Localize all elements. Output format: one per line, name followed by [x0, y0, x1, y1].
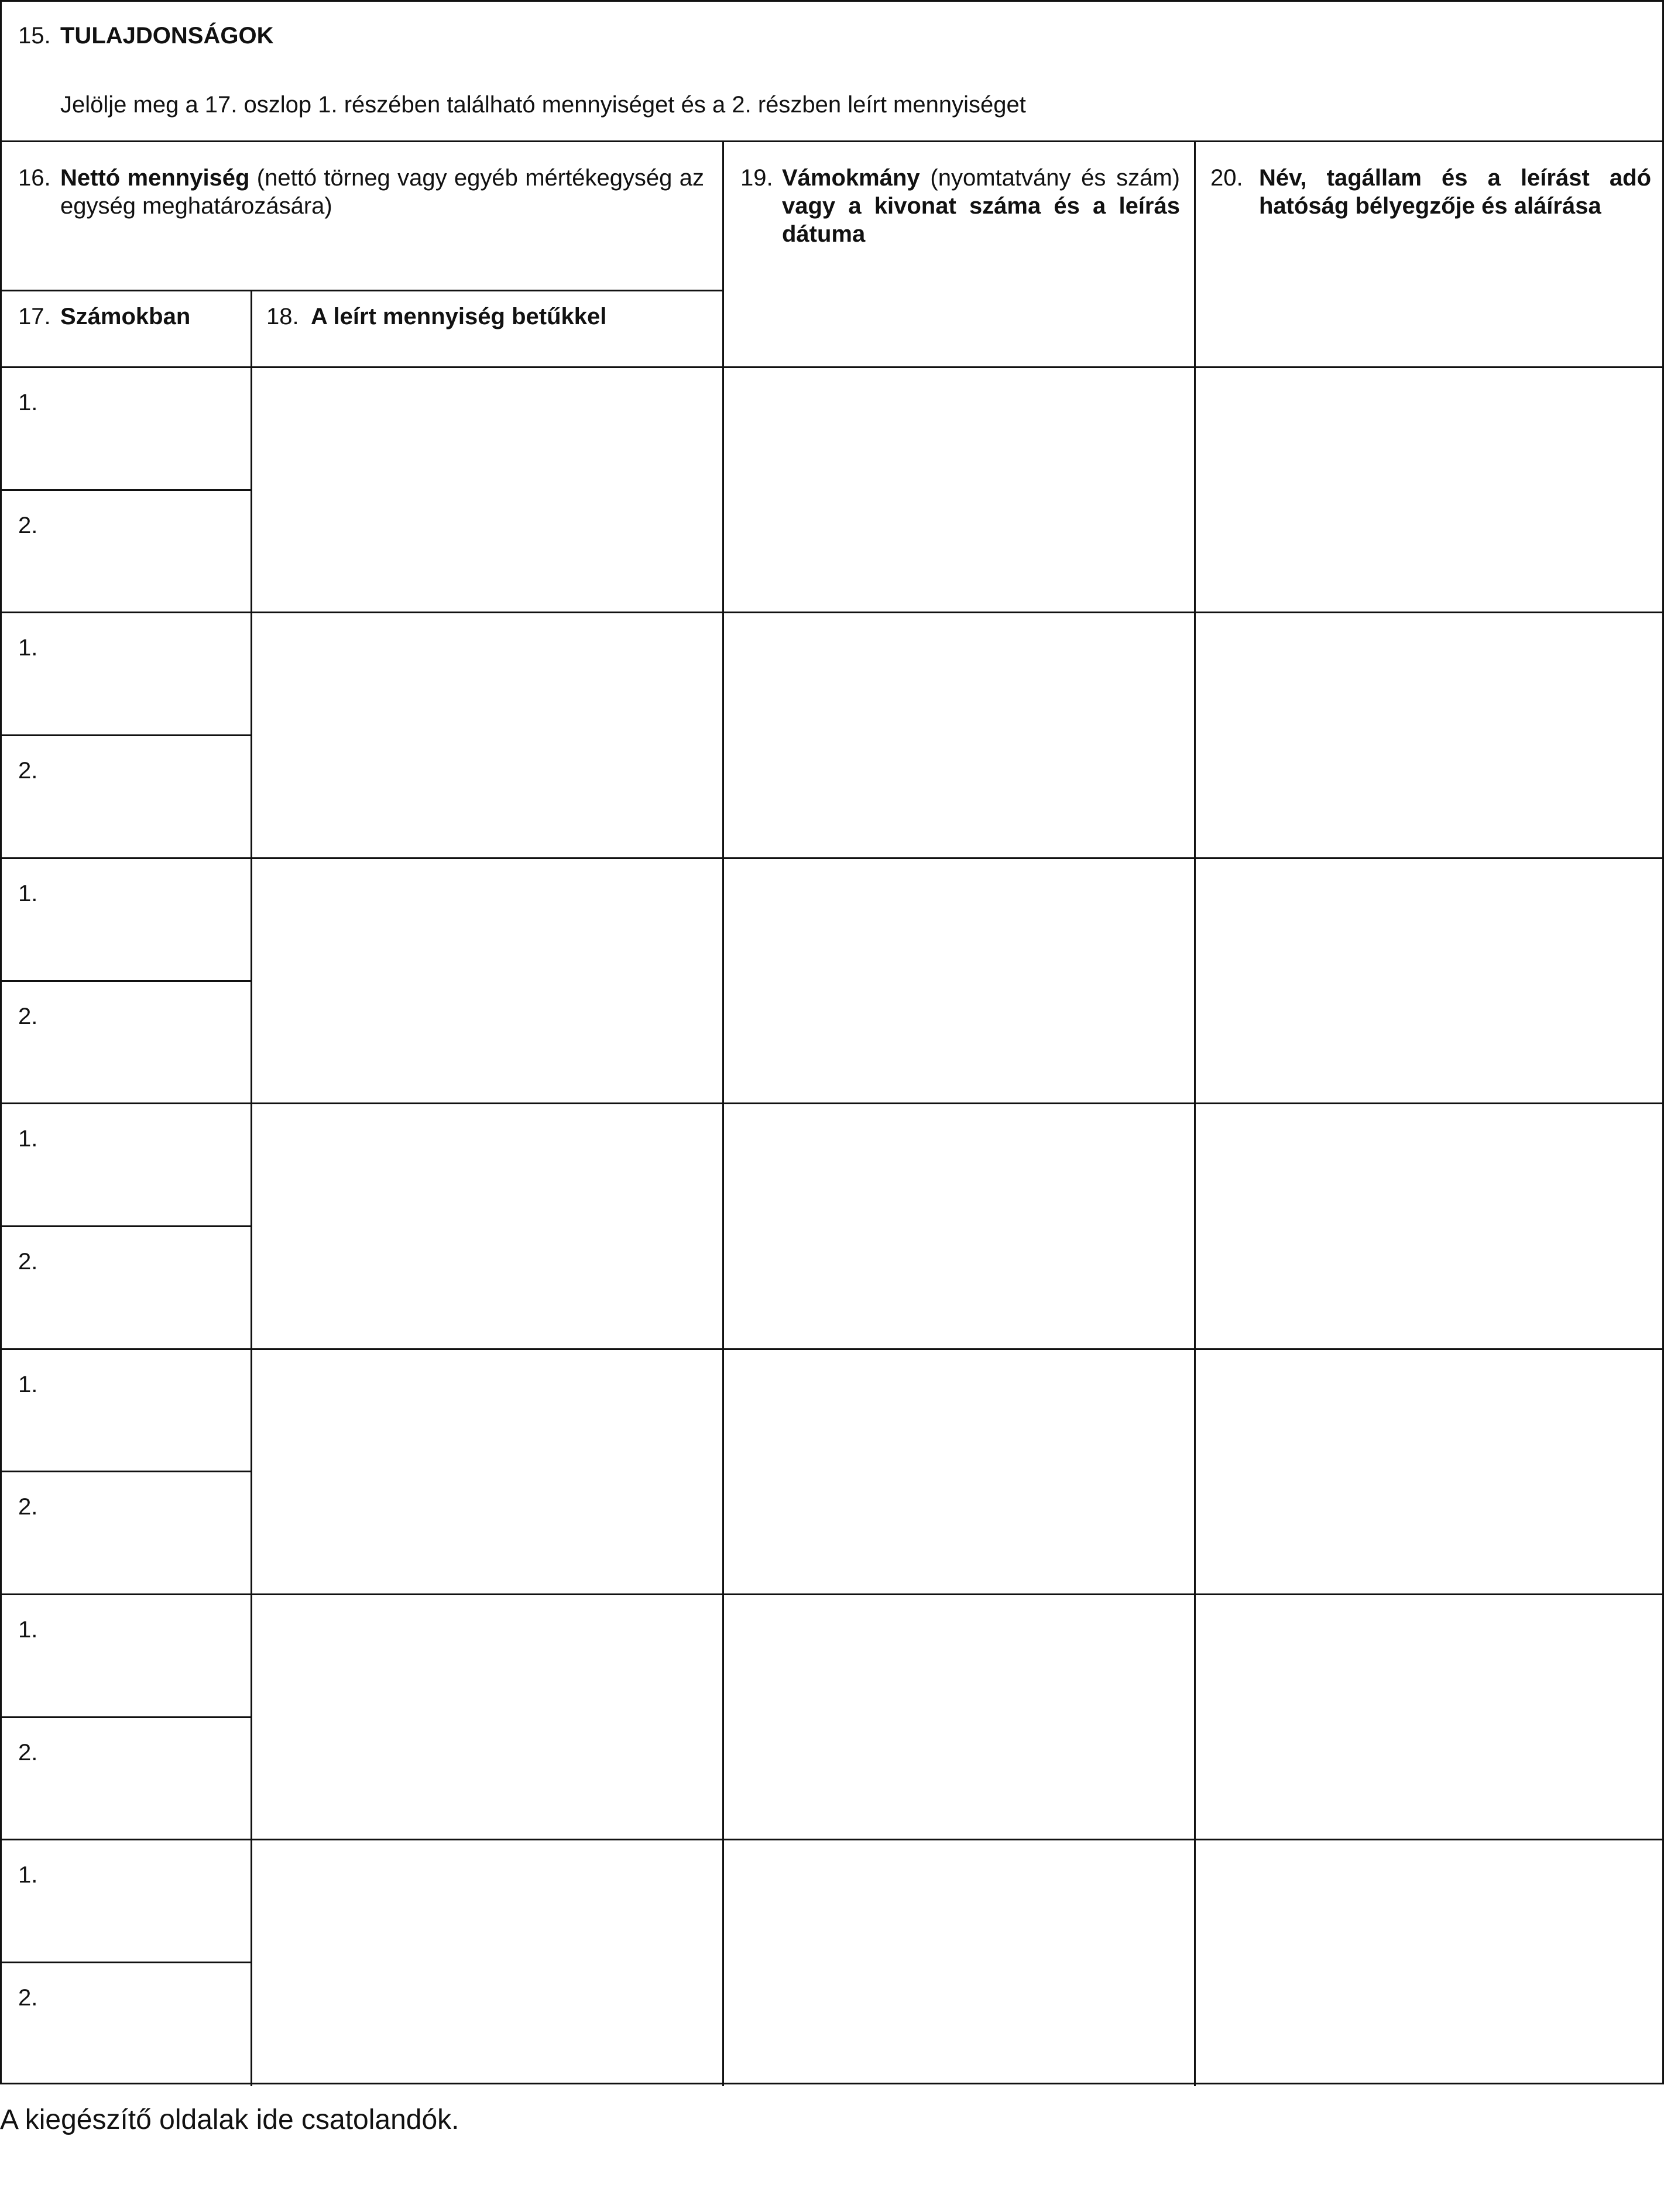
col-19-header [782, 164, 1180, 248]
col-20-title: Név, tagállam és a leírást adó hatóság bélyegzője és aláírása [1259, 165, 1651, 219]
col-18-field[interactable] [252, 857, 722, 1102]
col-17-part-1-field[interactable] [2, 857, 251, 980]
col-20-field[interactable] [1196, 857, 1664, 1102]
col-18-field[interactable] [252, 366, 722, 612]
col-18-field[interactable] [252, 1348, 722, 1593]
col-17-part-2-field[interactable] [2, 734, 251, 857]
col-17-title: Számokban [60, 304, 191, 329]
divider-under-16 [2, 290, 722, 291]
divider-under-15 [2, 140, 1664, 142]
col-17-part-2-field[interactable] [2, 1716, 251, 1839]
col-19-field[interactable] [724, 1839, 1194, 2084]
col-16-header [60, 164, 704, 220]
part-2-label: 2. [18, 1985, 38, 2011]
part-1-label: 1. [18, 1126, 38, 1152]
part-2-label: 2. [18, 513, 38, 538]
part-2-label: 2. [18, 1494, 38, 1520]
col-19-desc: (nyomtatvány és szám) [930, 165, 1180, 191]
col-20-field[interactable] [1196, 1102, 1664, 1348]
section-15-instruction: Jelölje meg a 17. oszlop 1. részében található mennyiséget és a 2. részben leírt mennyiséget [60, 92, 1026, 118]
part-1-label: 1. [18, 1617, 38, 1643]
col-19-number: 19. [740, 165, 773, 191]
col-20-number: 20. [1210, 165, 1243, 191]
col-17-number: 17. [18, 304, 51, 329]
col-18-field[interactable] [252, 1102, 722, 1348]
col-20-field[interactable] [1196, 1593, 1664, 1839]
part-2-label: 2. [18, 1249, 38, 1275]
col-19-title: Vámokmány [782, 165, 920, 191]
col-20-field[interactable] [1196, 612, 1664, 857]
col-16-number: 16. [18, 165, 51, 191]
col-20-field[interactable] [1196, 366, 1664, 612]
col-19-title2: vagy a kivonat száma és a leírás dátuma [782, 193, 1180, 247]
col-18-number: 18. [266, 304, 299, 329]
col-17-part-2-field[interactable] [2, 1225, 251, 1348]
part-1-label: 1. [18, 1372, 38, 1397]
col-17-part-1-field[interactable] [2, 1593, 251, 1716]
col-17-part-2-field[interactable] [2, 489, 251, 612]
col-17-part-1-field[interactable] [2, 612, 251, 734]
col-19-field[interactable] [724, 1348, 1194, 1593]
col-17-part-2-field[interactable] [2, 1471, 251, 1593]
col-16-title: Nettó mennyiség [60, 165, 250, 191]
section-15-number: 15. [18, 23, 51, 49]
col-17-part-1-field[interactable] [2, 1348, 251, 1471]
col-19-field[interactable] [724, 857, 1194, 1102]
col-20-field[interactable] [1196, 1839, 1664, 2084]
col-18-title: A leírt mennyiség betűkkel [311, 304, 607, 329]
section-15-title: TULAJDONSÁGOK [60, 23, 274, 49]
col-20-field[interactable] [1196, 1348, 1664, 1593]
col-19-field[interactable] [724, 366, 1194, 612]
col-18-field[interactable] [252, 1593, 722, 1839]
col-18-field[interactable] [252, 1839, 722, 2084]
part-1-label: 1. [18, 1862, 38, 1888]
col-19-field[interactable] [724, 1593, 1194, 1839]
col-19-field[interactable] [724, 1102, 1194, 1348]
part-1-label: 1. [18, 390, 38, 415]
col-17-part-2-field[interactable] [2, 1962, 251, 2084]
col-17-part-1-field[interactable] [2, 1102, 251, 1225]
col-19-field[interactable] [724, 612, 1194, 857]
part-2-label: 2. [18, 1740, 38, 1766]
part-1-label: 1. [18, 635, 38, 661]
footer-note: A kiegészítő oldalak ide csatolandók. [0, 2104, 459, 2135]
col-16-desc: (nettó törneg vagy egyéb mértékegység az egység meghatározására) [60, 165, 704, 219]
part-1-label: 1. [18, 881, 38, 906]
col-17-part-1-field[interactable] [2, 1839, 251, 1962]
col-17-part-2-field[interactable] [2, 980, 251, 1103]
part-2-label: 2. [18, 758, 38, 784]
part-2-label: 2. [18, 1004, 38, 1029]
col-18-field[interactable] [252, 612, 722, 857]
col-17-part-1-field[interactable] [2, 366, 251, 489]
